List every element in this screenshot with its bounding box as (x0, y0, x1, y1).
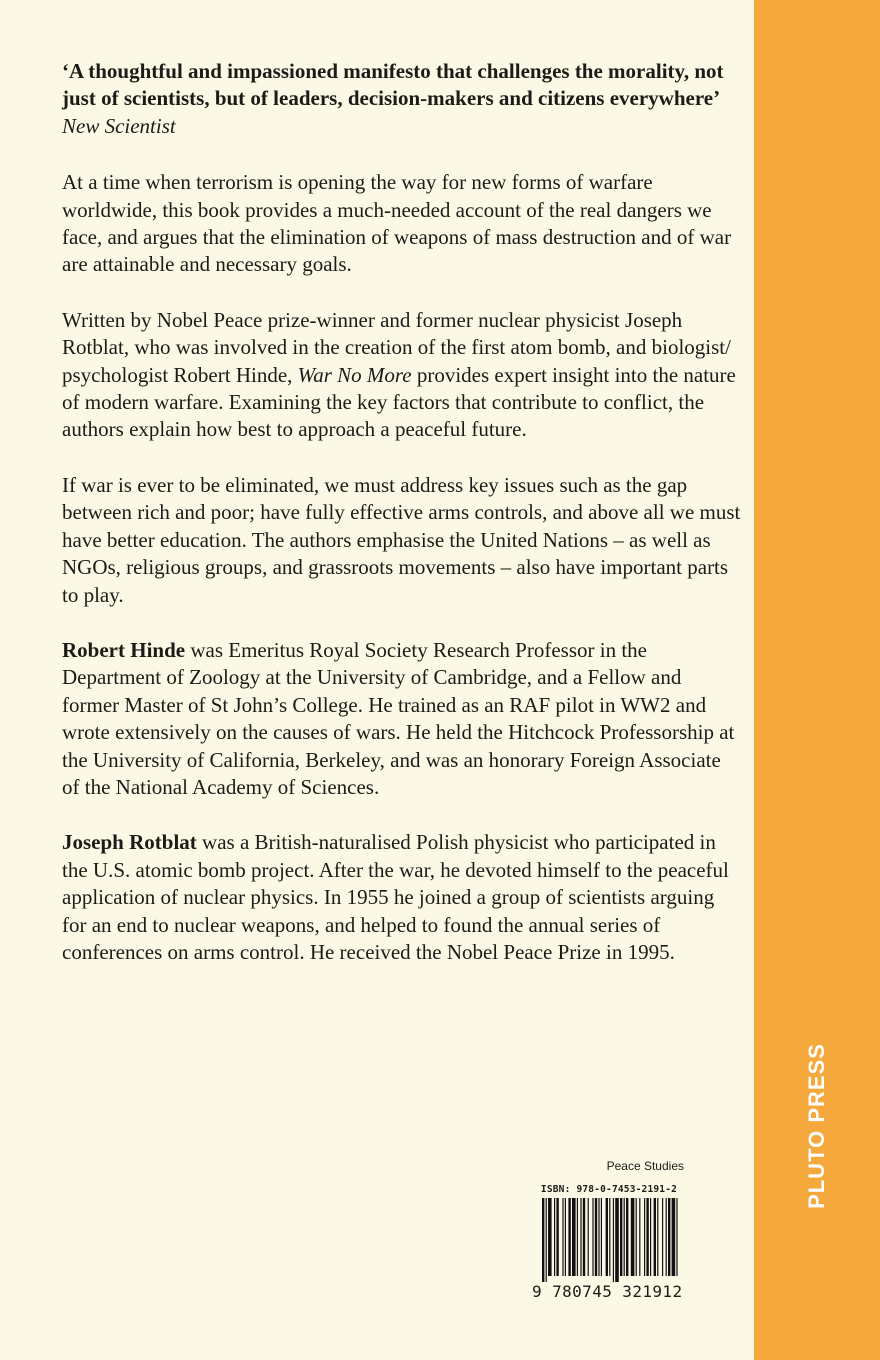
barcode-bar (568, 1198, 570, 1276)
barcode-bar (592, 1198, 593, 1276)
blurb-paragraph-2 (62, 307, 742, 444)
subject-category: Peace Studies (606, 1159, 684, 1173)
blurb-paragraph-2-text-b: provides expert insight into the nature of modern warfare. Examining the key factors that contribute to conflict, the authors explain how best to approach a peaceful future. (62, 362, 736, 442)
endorsement-quote: ‘A thoughtful and impassioned manifesto that challenges the morality, not just of scientists, but of leaders, decision-makers and citizens everywhere’ (62, 59, 724, 111)
author-bio-rotblat (62, 829, 742, 966)
blurb-paragraph-2-text-a: Written by Nobel Peace prize-winner and former nuclear physicist Joseph Rotblat, who was involved in the creation of the first atom bomb, and biologist/ psychologist Robert Hinde, (62, 307, 731, 387)
publisher-logo: PLUTO PRESS (804, 1043, 829, 1209)
barcode-bar (613, 1198, 614, 1282)
barcode-bar (636, 1198, 637, 1276)
back-cover-text (62, 58, 742, 994)
barcode-bar (662, 1198, 663, 1276)
barcode-bar (624, 1198, 625, 1276)
barcode-bar (554, 1198, 555, 1276)
barcode-bar (546, 1198, 547, 1282)
book-title: War No More (297, 362, 412, 387)
barcode-bar (583, 1198, 585, 1276)
barcode-bar (654, 1198, 656, 1276)
barcode-digits: 9 780745 321912 (532, 1282, 683, 1301)
barcode-bar (548, 1198, 552, 1276)
author-bio-hinde-text: was Emeritus Royal Society Research Professor in the Department of Zoology at the University of Cambridge, and a Fellow and former Master of St John’s College. He trained as an RAF pilot in WW2 and wrote extensively on the causes of wars. He held the Hitchcock Professorship at the University of California, Berkeley, and was an honorary Foreign Associate of the National Academy of Sciences. (62, 637, 735, 799)
barcode-bars (532, 1198, 686, 1282)
blurb-paragraph-1: At a time when terrorism is opening the way for new forms of warfare worldwide, this book provides a much-needed account of the real dangers we face, and argues that the elimination of weapons of mass destruction and of war are attainable and necessary goals. (62, 170, 732, 277)
author-name-rotblat: Joseph Rotblat (62, 830, 197, 855)
barcode-bar (609, 1198, 610, 1276)
barcode-bar (644, 1198, 645, 1276)
barcode-bar (639, 1198, 640, 1276)
barcode-bar (598, 1198, 599, 1276)
barcode-bar (601, 1198, 602, 1276)
isbn-barcode (532, 1184, 686, 1304)
barcode-bar (580, 1198, 581, 1276)
barcode-bar (615, 1198, 619, 1282)
barcode-bar (650, 1198, 651, 1276)
author-name-hinde: Robert Hinde (62, 637, 186, 662)
barcode-bar (562, 1198, 563, 1276)
barcode-bar (657, 1198, 658, 1276)
isbn-label: ISBN: 978-0-7453-2191-2 (540, 1184, 678, 1195)
barcode-bar (556, 1198, 558, 1276)
barcode-bar (620, 1198, 622, 1276)
barcode-bar (666, 1198, 667, 1276)
barcode-bar (577, 1198, 578, 1276)
barcode-bar (595, 1198, 597, 1276)
barcode-bar (565, 1198, 566, 1276)
barcode-bar (631, 1198, 635, 1276)
barcode-bar (672, 1198, 676, 1276)
quote-source: New Scientist (62, 113, 176, 138)
barcode-bar (542, 1198, 544, 1282)
barcode-bar (588, 1198, 589, 1276)
barcode-bar (572, 1198, 576, 1276)
barcode-bar (646, 1198, 648, 1276)
barcode-bar (606, 1198, 608, 1276)
blurb-paragraph-3: If war is ever to be eliminated, we must address key issues such as the gap between rich and poor; have fully effective arms controls, and above all we must have better education. The authors emphasise the United Nations – as well as NGOs, religious groups, and grassroots movements – also have important parts to play. (62, 472, 741, 607)
barcode-bar (668, 1198, 670, 1276)
barcode-bar (676, 1198, 677, 1276)
author-bio-hinde (62, 637, 742, 801)
barcode-bar (626, 1198, 628, 1276)
author-bio-rotblat-text: was a British-naturalised Polish physicist who participated in the U.S. atomic bomb project. After the war, he devoted himself to the peaceful application of nuclear physics. In 1955 he joined a group of scientists arguing for an end to nuclear weapons, and helped to found the annual series of conferences on arms control. He received the Nobel Peace Prize in 1995. (62, 830, 729, 964)
